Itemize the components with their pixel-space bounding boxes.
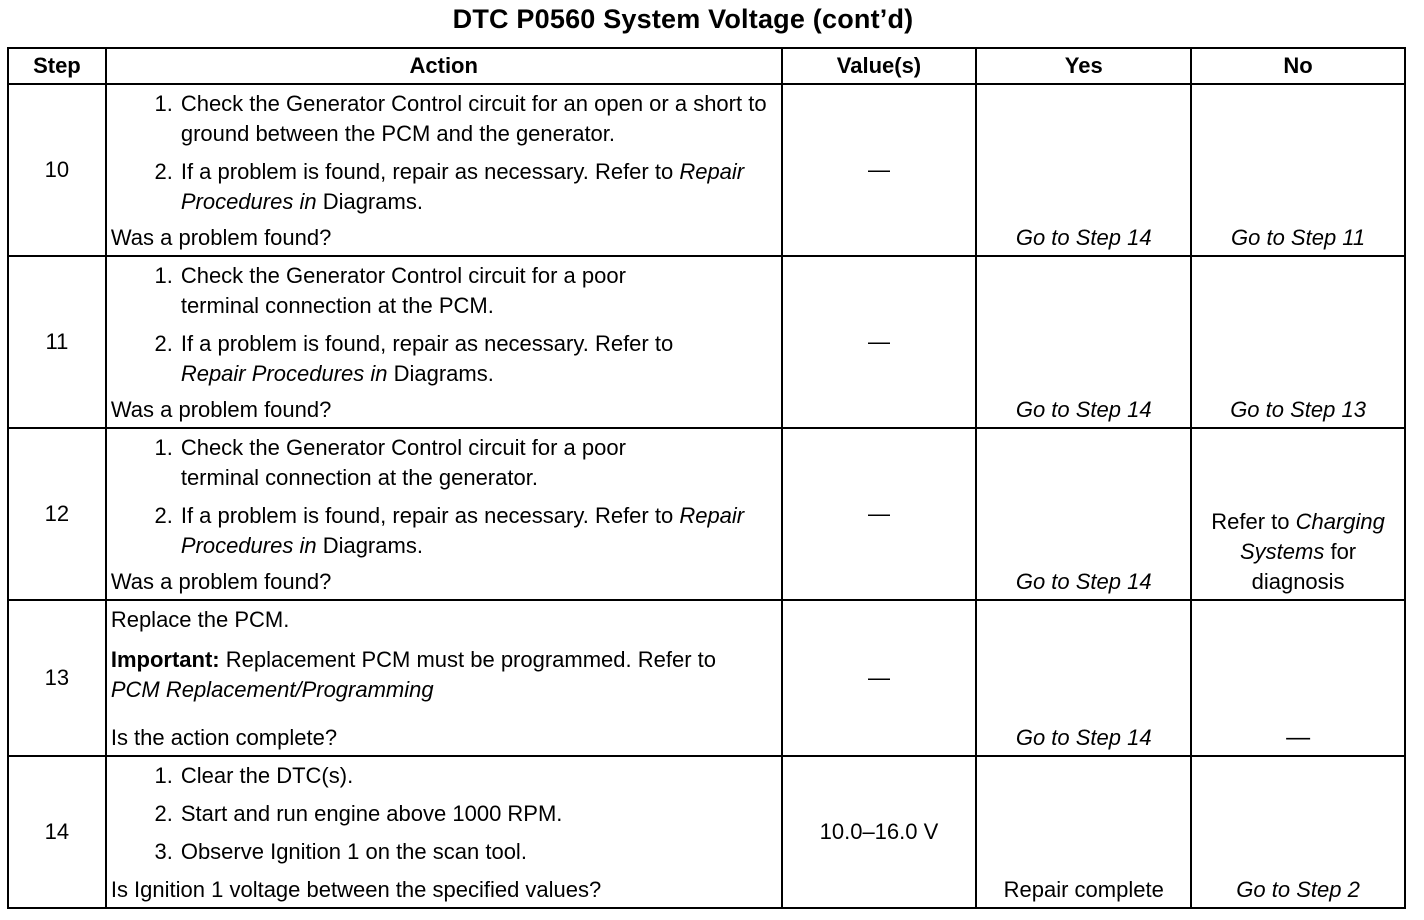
value-cell: — xyxy=(782,600,977,756)
value-cell: — xyxy=(782,428,977,600)
substep-text: Check the Generator Control circuit for a poor terminal connection at the generator. xyxy=(180,435,626,490)
substep-text-post: Diagrams. xyxy=(316,189,423,214)
substep-text: Clear the DTC(s). xyxy=(180,763,354,788)
substep-list xyxy=(107,429,781,561)
action-cell xyxy=(106,600,782,756)
no-cell xyxy=(1191,256,1405,428)
no-outcome: — xyxy=(1286,724,1311,751)
substep-list xyxy=(107,757,781,867)
reference-link: PCM Replacement/Programming xyxy=(110,677,434,702)
question-text: Was a problem found? xyxy=(110,225,332,250)
substep-number: 2. xyxy=(154,159,173,184)
reference-link: Repair Procedures in xyxy=(180,361,388,386)
substep-text xyxy=(181,329,781,389)
action-cell xyxy=(106,428,782,600)
yes-cell xyxy=(976,600,1191,756)
yes-cell xyxy=(976,84,1191,256)
action-instruction: Replace the PCM. xyxy=(110,607,290,632)
substep-text: Start and run engine above 1000 RPM. xyxy=(180,801,563,826)
no-cell xyxy=(1191,756,1405,908)
substep-number: 1. xyxy=(154,435,173,460)
step-number: 13 xyxy=(8,600,106,756)
no-cell xyxy=(1191,428,1405,600)
step-number: 11 xyxy=(8,256,106,428)
substep xyxy=(107,89,781,149)
action-cell xyxy=(106,256,782,428)
substep-text: Check the Generator Control circuit for a poor terminal connection at the PCM. xyxy=(180,263,626,318)
substep-text-post: Diagrams. xyxy=(387,361,494,386)
question-text: Was a problem found? xyxy=(110,397,332,422)
substep-list xyxy=(107,85,781,217)
table-row xyxy=(8,428,1405,600)
substep xyxy=(107,329,781,389)
value-cell: — xyxy=(782,84,977,256)
action-cell xyxy=(106,84,782,256)
substep-list xyxy=(107,257,781,389)
step-number: 14 xyxy=(8,756,106,908)
substep-number: 1. xyxy=(154,91,173,116)
header-no: No xyxy=(1191,48,1405,84)
substep-number: 3. xyxy=(154,839,173,864)
no-outcome: Go to Step 13 xyxy=(1230,397,1366,422)
table-row xyxy=(8,256,1405,428)
no-outcome-post: for diagnosis xyxy=(1251,539,1357,594)
header-step: Step xyxy=(8,48,106,84)
substep-number: 1. xyxy=(154,763,173,788)
question-text: Was a problem found? xyxy=(110,569,332,594)
table-row xyxy=(8,600,1405,756)
no-outcome-pre: Refer to xyxy=(1211,509,1296,534)
reference-link: Repair Procedures in xyxy=(180,159,745,214)
no-outcome: Go to Step 2 xyxy=(1236,877,1360,902)
substep-text-pre: If a problem is found, repair as necessary. Refer to xyxy=(180,503,680,528)
important-note xyxy=(107,645,781,705)
no-cell xyxy=(1191,600,1405,756)
value-cell: — xyxy=(782,256,977,428)
substep-number: 1. xyxy=(154,263,173,288)
step-number: 12 xyxy=(8,428,106,600)
substep-text-pre: If a problem is found, repair as necessary. Refer to xyxy=(180,331,674,356)
table-row xyxy=(8,84,1405,256)
substep xyxy=(107,433,781,493)
no-outcome xyxy=(1192,507,1404,599)
substep-text: Observe Ignition 1 on the scan tool. xyxy=(180,839,527,864)
no-outcome: Go to Step 11 xyxy=(1231,225,1366,250)
substep-text xyxy=(181,157,781,217)
important-label: Important: xyxy=(110,647,220,672)
substep-number: 2. xyxy=(154,331,173,356)
important-text: Replacement PCM must be programmed. Refer to xyxy=(219,647,717,672)
yes-outcome: Go to Step 14 xyxy=(1015,397,1152,422)
substep xyxy=(107,157,781,217)
yes-cell xyxy=(976,256,1191,428)
substep xyxy=(107,261,781,321)
yes-outcome: Repair complete xyxy=(1003,877,1164,902)
yes-cell xyxy=(976,428,1191,600)
substep xyxy=(107,799,781,829)
yes-outcome: Go to Step 14 xyxy=(1015,725,1152,750)
yes-cell xyxy=(976,756,1191,908)
header-values: Value(s) xyxy=(782,48,977,84)
question-text: Is Ignition 1 voltage between the specified values? xyxy=(110,877,602,902)
substep-text-pre: If a problem is found, repair as necessary. Refer to xyxy=(180,159,680,184)
question-text: Is the action complete? xyxy=(110,725,338,750)
no-cell xyxy=(1191,84,1405,256)
action-cell xyxy=(106,756,782,908)
substep-number: 2. xyxy=(154,503,173,528)
table-header-row xyxy=(8,48,1405,84)
header-action: Action xyxy=(106,48,782,84)
substep-text-post: Diagrams. xyxy=(316,533,423,558)
reference-link: Repair Procedures in xyxy=(180,503,745,558)
substep-text xyxy=(181,501,781,561)
page-title: DTC P0560 System Voltage (cont’d) xyxy=(452,4,914,34)
table-row xyxy=(8,756,1405,908)
substep xyxy=(107,837,781,867)
diagnostic-table xyxy=(7,47,1406,909)
substep xyxy=(107,501,781,561)
substep-number: 2. xyxy=(154,801,173,826)
step-number: 10 xyxy=(8,84,106,256)
header-yes: Yes xyxy=(976,48,1191,84)
yes-outcome: Go to Step 14 xyxy=(1015,225,1152,250)
value-cell: 10.0–16.0 V xyxy=(782,756,977,908)
yes-outcome: Go to Step 14 xyxy=(1015,569,1152,594)
substep xyxy=(107,761,781,791)
reference-link: Charging Systems xyxy=(1239,509,1385,564)
substep-text: Check the Generator Control circuit for an open or a short to ground between the PCM and the generator. xyxy=(180,91,767,146)
